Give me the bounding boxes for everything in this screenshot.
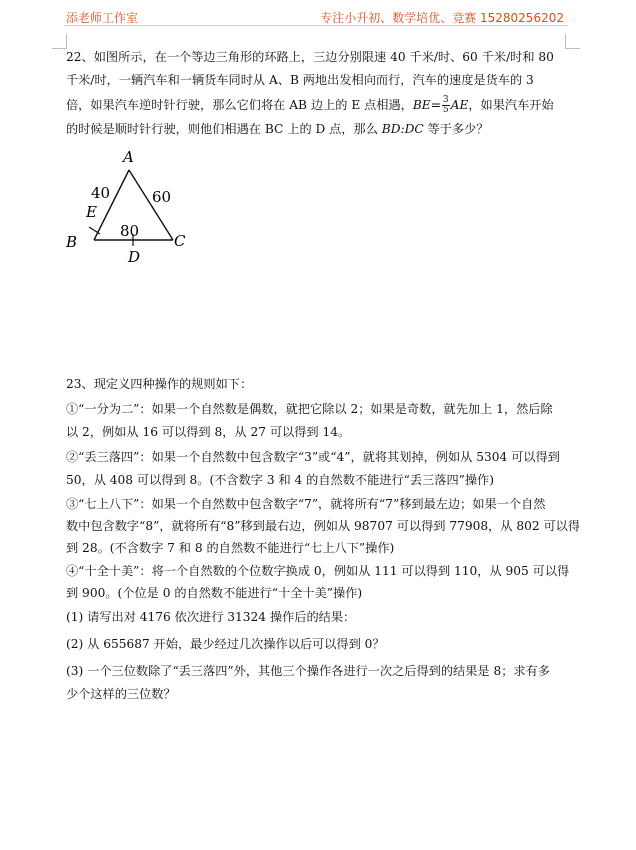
q23-rule3-line-1: ③“七上八下”：如果一个自然数中包含数字“7”，就将所有“7”移到最左边；如果一个自然 [66,497,546,511]
triangle-figure [66,148,196,268]
header-left-studio: 添老师工作室 [66,11,139,25]
label-speed-ac: 60 [152,188,172,206]
q23-rule1-line-1: ①“一分为二”：如果一个自然数是偶数，就把它除以 2；如果是奇数，就先加上 1，然后除 [66,402,553,416]
q23-rule2-line-1: ②“丢三落四”：如果一个自然数中包含数字“3”或“4”，就将其划掉，例如从 5304 可以得到 [66,450,560,464]
q23-intro: 23、现定义四种操作的规则如下： [66,377,253,391]
header-right-contact: 专注小升初、数学培优、竞赛 15280256202 [320,11,564,25]
q22-line-3 [66,94,566,117]
q23-rule3-line-3: 到 28。(不含数字 7 和 8 的自然数不能进行“七上八下”操作) [66,541,395,555]
q22-line-3a: 倍，如果汽车逆时针行驶，那么它们将在 AB 边上的 E 点相遇， [66,98,413,112]
q22-line-2: 千米/时，一辆汽车和一辆货车同时从 A、B 两地出发相向而行，汽车的速度是货车的 3 [66,73,534,87]
q22-line-1: 22、如图所示，在一个等边三角形的环路上，三边分别限速 40 千米/时、60 千米/时和 80 [66,50,554,64]
crop-mark-left [52,34,67,49]
label-a: A [123,148,134,166]
q23-sub-question-1: (1) 请写出对 4176 依次进行 31324 操作后的结果： [66,610,356,624]
q23-sub-question-3-line-1: (3) 一个三位数除了“丢三落四”外，其他三个操作各进行一次之后得到的结果是 8；求有多 [66,664,550,678]
q23-rule3-line-2: 数中包含数字“8”，就将所有“8”移到最右边，例如从 98707 可以得到 77908，从 802 可以得 [66,519,581,533]
fraction-numerator: 3 [442,95,449,105]
q23-rule4-line-2: 到 900。(个位是 0 的自然数不能进行“十全十美”操作) [66,586,363,600]
label-b: B [66,233,78,251]
q22-line-4 [66,118,566,141]
q22-line-4b: 等于多少？ [423,122,489,136]
crop-mark-right [565,34,580,49]
label-c: C [174,232,186,250]
q23-rule4-line-1: ④“十全十美”：将一个自然数的个位数字换成 0，例如从 111 可以得到 110，从 905 可以得 [66,564,570,578]
ratio-bd-dc: BD:DC [381,122,424,136]
q23-sub-question-3-line-2: 少个这样的三位数？ [66,687,176,701]
q23-rule2-line-2: 50，从 408 可以得到 8。(不含数字 3 和 4 的自然数不能进行“丢三落四”操作) [66,473,494,487]
label-speed-ab: 40 [91,184,111,202]
eq-right: AE [450,98,469,112]
label-d: D [128,248,141,266]
header-divider [64,25,568,26]
fraction-denominator: 5 [442,105,449,115]
label-speed-bc: 80 [120,222,140,240]
eq-left: BE= [412,98,441,112]
q23-sub-question-2: (2) 从 655687 开始，最少经过几次操作以后可以得到 0？ [66,637,385,651]
q22-line-4a: 的时候是顺时针行驶，则他们相遇在 BC 上的 D 点，那么 [66,122,382,136]
label-e: E [86,203,97,221]
q22-line-3b: ，如果汽车开始 [468,98,554,112]
q23-rule1-line-2: 以 2，例如从 16 可以得到 8，从 27 可以得到 14。 [66,425,351,439]
fraction-three-fifths [442,96,450,115]
